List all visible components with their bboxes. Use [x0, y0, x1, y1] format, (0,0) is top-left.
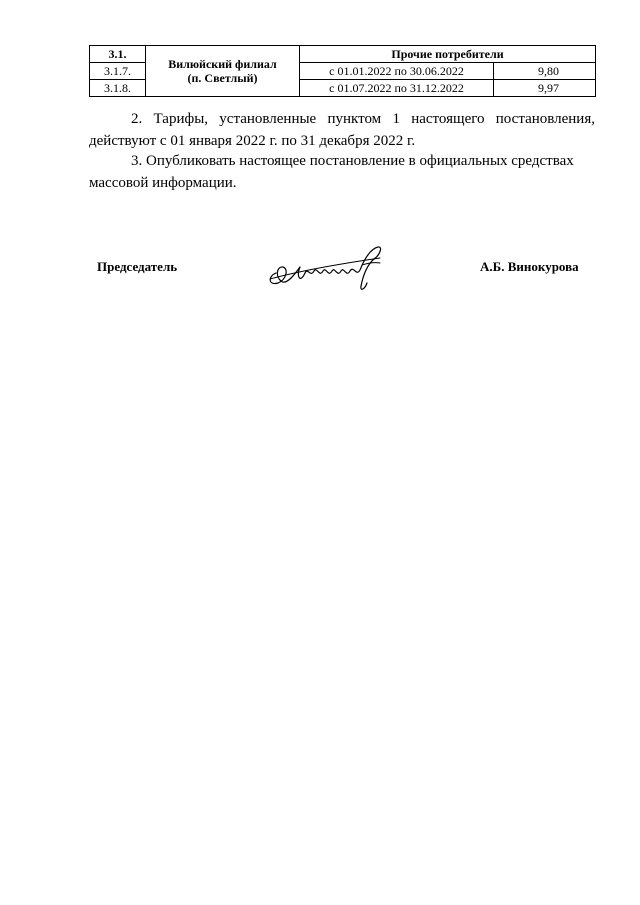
branch-name-cell: [146, 46, 300, 97]
signatory-name: А.Б. Винокурова: [480, 259, 579, 274]
branch-name: Вилюйский филиал: [168, 57, 277, 71]
tariff-table: [89, 45, 596, 97]
period-cell: с 01.01.2022 по 30.06.2022: [300, 63, 494, 80]
signatory-title: Председатель: [97, 259, 178, 274]
row-number-cell: 3.1.7.: [90, 63, 146, 80]
row-number-cell: 3.1.8.: [90, 80, 146, 97]
consumer-category-cell: Прочие потребители: [300, 46, 596, 63]
table-header-row: [90, 46, 596, 63]
handwritten-signature: [262, 243, 387, 293]
period-cell: с 01.07.2022 по 31.12.2022: [300, 80, 494, 97]
section-number-cell: 3.1.: [90, 46, 146, 63]
branch-locality: (п. Светлый): [187, 71, 258, 85]
tariff-value-cell: 9,97: [494, 80, 596, 97]
tariff-value-cell: 9,80: [494, 63, 596, 80]
paragraph-publication: 3. Опубликовать настоящее постановление в официальных средствах массовой информации.: [89, 153, 574, 191]
paragraph-tariff-validity: 2. Тарифы, установленные пунктом 1 настоящего постановления, действуют с 01 января 2022 г. по 31 декабря 2022 г.: [89, 111, 595, 149]
